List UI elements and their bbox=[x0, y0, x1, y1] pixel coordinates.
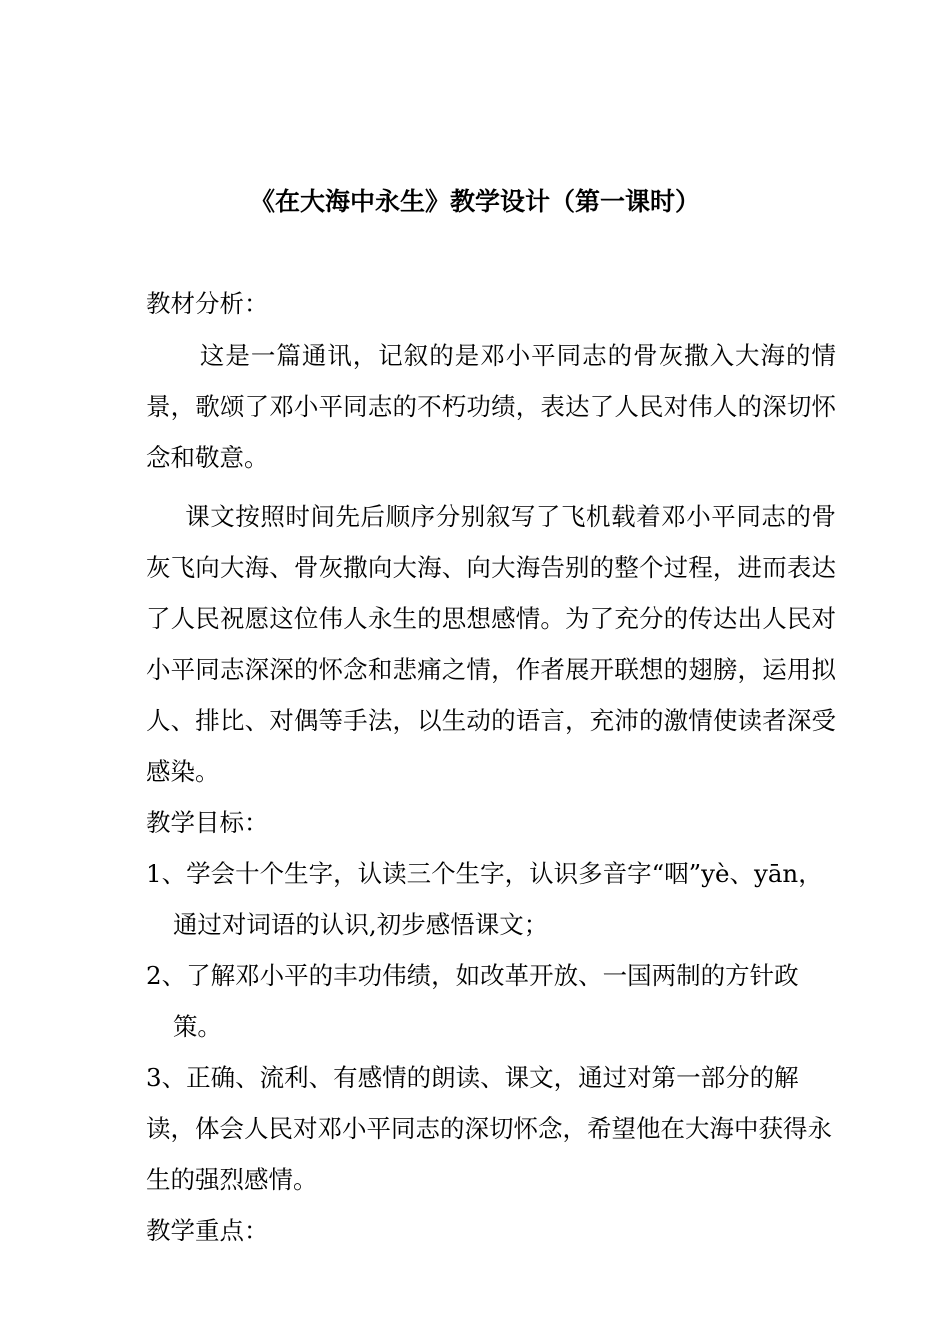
analysis-paragraph-2: 课文按照时间先后顺序分别叙写了飞机载着邓小平同志的骨灰飞向大海、骨灰撒向大海、向大海告别的整个过程，进而表达了人民祝愿这位伟人永生的思想感情。为了充分的传达出人民对小平同志深深的怀念和悲痛之情，作者展开联想的翅膀，运用拟人、排比、对偶等手法，以生动的语言，充沛的激情使读者深受感染。 bbox=[146, 502, 836, 786]
analysis-paragraph-1: 这是一篇通讯，记叙的是邓小平同志的骨灰撒入大海的情景，歌颂了邓小平同志的不朽功绩，表达了人民对伟人的深切怀念和敬意。 bbox=[146, 341, 836, 472]
section-heading-goals: 教学目标： bbox=[146, 808, 269, 837]
goal-item-3: 3、正确、流利、有感情的朗读、课文，通过对第一部分的解读，体会人民对邓小平同志的深切怀念，希望他在大海中获得永生的强烈感情。 bbox=[146, 1063, 832, 1194]
document-title: 《在大海中永生》教学设计（第一课时） bbox=[249, 187, 700, 216]
document-body bbox=[146, 278, 836, 1256]
section-heading-analysis: 教材分析： bbox=[146, 289, 269, 318]
goal-item-1: 1、学会十个生字，认读三个生字，认识多音字“咽”yè、yān，通过对词语的认识,初步感悟课文； bbox=[146, 859, 823, 939]
section-heading-key-points: 教学重点： bbox=[146, 1216, 269, 1245]
goal-item-2: 2、了解邓小平的丰功伟绩，如改革开放、一国两制的方针政策。 bbox=[146, 961, 799, 1041]
